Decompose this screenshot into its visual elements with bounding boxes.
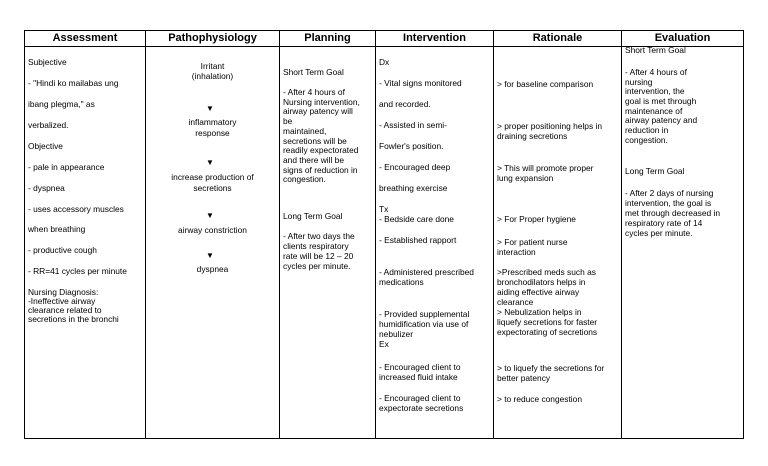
- intervention-item: increased fluid intake: [379, 372, 458, 382]
- intervention-item: - Administered prescribed: [379, 267, 474, 277]
- rationale-item: > For Proper hygiene: [497, 214, 576, 224]
- nursing-diagnosis-text: clearance related to: [28, 305, 102, 315]
- header-evaluation: Evaluation: [654, 32, 711, 44]
- intervention-item: - Encouraged client to: [379, 362, 461, 372]
- header-rationale: Rationale: [532, 32, 583, 44]
- nursing-diagnosis-text: -Ineffective airway: [28, 296, 96, 306]
- planning-stg-line: signs of reduction in: [283, 165, 358, 175]
- planning-stg-line: - After 4 hours of: [283, 87, 345, 97]
- evaluation-ltg-line: - After 2 days of nursing: [625, 188, 714, 198]
- down-arrow-icon: ▼: [206, 211, 214, 220]
- objective-item: - RR=41 cycles per minute: [28, 266, 127, 276]
- intervention-item: - Vital signs monitored: [379, 78, 462, 88]
- patho-step-inflammatory: inflammatory: [188, 117, 237, 127]
- evaluation-stg-line: reduction in: [625, 125, 669, 135]
- column-divider: [375, 30, 376, 438]
- evaluation-ltg-title: Long Term Goal: [625, 166, 685, 176]
- intervention-item: humidification via use of: [379, 319, 469, 329]
- column-divider: [279, 30, 280, 438]
- patho-step-inflammatory: response: [195, 128, 230, 138]
- evaluation-stg-line: maintenance of: [625, 106, 683, 116]
- rationale-item: > proper positioning helps in: [497, 121, 602, 131]
- header-pathophysiology: Pathophysiology: [168, 32, 257, 44]
- rationale-item: draining secretions: [497, 131, 568, 141]
- evaluation-stg-line: intervention, the: [625, 86, 685, 96]
- intervention-item: and recorded.: [379, 99, 431, 109]
- intervention-item: - Assisted in semi-: [379, 120, 447, 130]
- objective-label: Objective: [28, 141, 63, 151]
- rationale-item: bronchodilators helps in: [497, 277, 586, 287]
- rationale-item: > For patient nurse: [497, 237, 568, 247]
- rationale-item: > to liquefy the secretions for: [497, 363, 605, 373]
- planning-ltg-line: clients respiratory: [283, 241, 349, 251]
- down-arrow-icon: ▼: [206, 251, 214, 260]
- rationale-item: better patency: [497, 373, 551, 383]
- evaluation-stg-line: congestion.: [625, 135, 668, 145]
- evaluation-ltg-line: met through decreased in: [625, 208, 720, 218]
- subjective-quote: ibang plegma," as: [28, 99, 95, 109]
- planning-ltg-title: Long Term Goal: [283, 211, 343, 221]
- header-planning: Planning: [304, 32, 351, 44]
- evaluation-stg-line: - After 4 hours of: [625, 67, 687, 77]
- patho-step-dyspnea: dyspnea: [196, 264, 229, 274]
- intervention-item: nebulizer: [379, 329, 413, 339]
- intervention-item: - Established rapport: [379, 235, 457, 245]
- intervention-item: - Encouraged deep: [379, 162, 451, 172]
- rationale-item: > for baseline comparison: [497, 79, 594, 89]
- intervention-item: - Encouraged client to: [379, 393, 461, 403]
- evaluation-ltg-line: respiratory rate of 14: [625, 218, 703, 228]
- rationale-item: liquefy secretions for faster: [497, 317, 598, 327]
- planning-stg-line: Nursing intervention,: [283, 97, 360, 107]
- objective-item: - productive cough: [28, 245, 97, 255]
- objective-item: when breathing: [28, 224, 86, 234]
- intervention-item: medications: [379, 277, 424, 287]
- planning-stg-line: and there will be: [283, 155, 344, 165]
- planning-ltg-line: rate will be 12 – 20: [283, 251, 354, 261]
- header-assessment: Assessment: [52, 32, 118, 44]
- planning-stg-title: Short Term Goal: [283, 67, 344, 77]
- intervention-item: expectorate secretions: [379, 403, 464, 413]
- down-arrow-icon: ▼: [206, 158, 214, 167]
- subjective-quote: - "Hindi ko mailabas ung: [28, 78, 119, 88]
- header-intervention: Intervention: [403, 32, 466, 44]
- planning-stg-line: congestion.: [283, 174, 326, 184]
- evaluation-ltg-line: intervention, the goal is: [625, 198, 712, 208]
- rationale-item: > This will promote proper: [497, 163, 594, 173]
- subjective-quote: verbalized.: [28, 120, 69, 130]
- objective-item: - dyspnea: [28, 183, 65, 193]
- rationale-item: > Nebulization helps in: [497, 307, 582, 317]
- planning-stg-line: airway patency will: [283, 106, 353, 116]
- rationale-item: > to reduce congestion: [497, 394, 582, 404]
- planning-stg-line: secretions will be: [283, 136, 347, 146]
- patho-step-constriction: airway constriction: [178, 225, 247, 235]
- intervention-ex-label: Ex: [379, 339, 389, 349]
- nursing-diagnosis-label: Nursing Diagnosis:: [28, 287, 99, 297]
- down-arrow-icon: ▼: [206, 104, 214, 113]
- evaluation-stg-title: Short Term Goal: [625, 45, 686, 55]
- evaluation-stg-line: goal is met through: [625, 96, 697, 106]
- rationale-item: expectorating of secretions: [497, 327, 598, 337]
- intervention-tx-label: Tx: [379, 204, 389, 214]
- objective-item: - uses accessory muscles: [28, 204, 124, 214]
- nursing-diagnosis-text: secretions in the bronchi: [28, 314, 119, 324]
- patho-step-secretions: increase production of: [171, 172, 254, 182]
- planning-ltg-line: - After two days the: [283, 231, 355, 241]
- intervention-item: breathing exercise: [379, 183, 448, 193]
- intervention-dx-label: Dx: [379, 57, 390, 67]
- planning-stg-line: be: [283, 116, 293, 126]
- intervention-item: - Provided supplemental: [379, 309, 470, 319]
- intervention-item: - Bedside care done: [379, 214, 454, 224]
- evaluation-ltg-line: cycles per minute.: [625, 228, 693, 238]
- patho-step-irritant: (inhalation): [191, 71, 234, 81]
- rationale-item: aiding effective airway: [497, 287, 580, 297]
- evaluation-stg-line: airway patency and: [625, 115, 698, 125]
- patho-step-irritant: Irritant: [200, 61, 225, 71]
- planning-ltg-line: cycles per minute.: [283, 261, 351, 271]
- planning-stg-line: maintained,: [283, 126, 327, 136]
- column-divider: [621, 30, 622, 438]
- subjective-label: Subjective: [28, 57, 67, 67]
- rationale-item: clearance: [497, 297, 534, 307]
- intervention-item: Fowler's position.: [379, 141, 444, 151]
- patho-step-secretions: secretions: [193, 183, 232, 193]
- column-divider: [493, 30, 494, 438]
- rationale-item: >Prescribed meds such as: [497, 267, 596, 277]
- objective-item: - pale in appearance: [28, 162, 105, 172]
- rationale-item: lung expansion: [497, 173, 554, 183]
- planning-stg-line: readily expectorated: [283, 145, 359, 155]
- evaluation-stg-line: nursing: [625, 77, 653, 87]
- rationale-item: interaction: [497, 247, 536, 257]
